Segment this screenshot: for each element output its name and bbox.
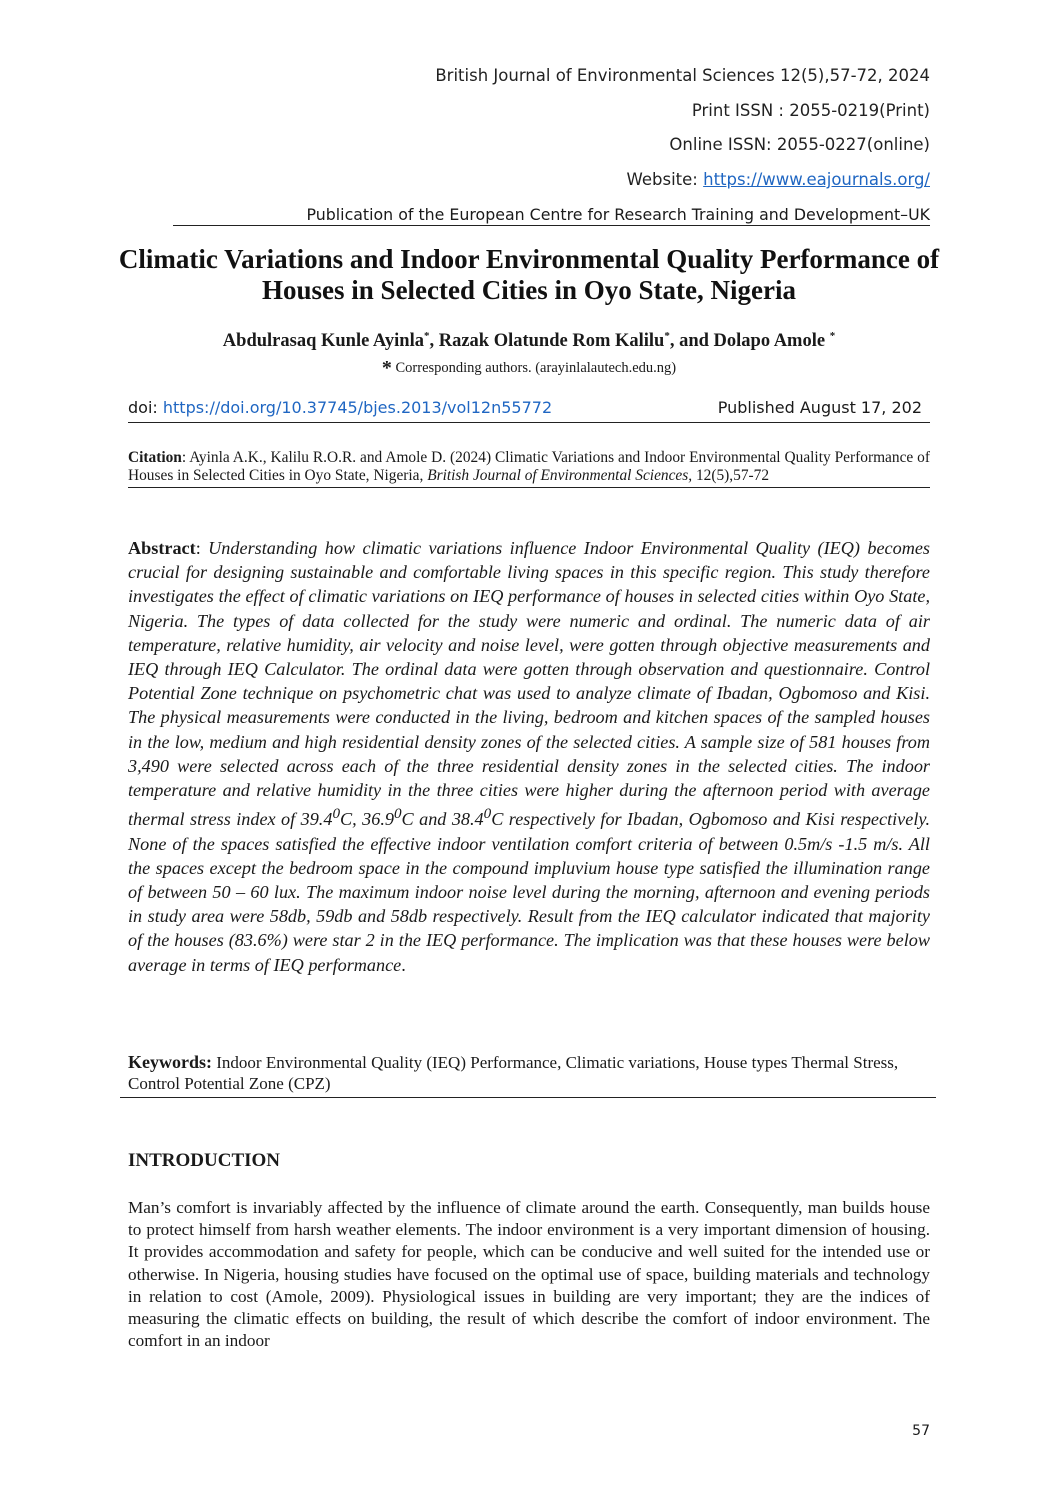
citation-block: Citation: Ayinla A.K., Kalilu R.O.R. and Amole D. (2024) Climatic Variations and Indoor Environmental Quality Performance of Houses in Selected Cities in Oyo State, Nigeria, British Journal of Environmental Sciences, 12(5),57-72: [128, 449, 930, 488]
citation-label: Citation: [128, 449, 182, 466]
author-name: Razak Olatunde Rom Kalilu: [438, 331, 665, 352]
publisher-line: Publication of the European Centre for Research Training and Development–UK: [173, 205, 930, 226]
author-name: Dolapo Amole: [713, 331, 826, 352]
author-mark: *: [829, 330, 836, 342]
keywords: [128, 1052, 930, 1094]
website-label: Website:: [626, 170, 704, 189]
author-list: Abdulrasaq Kunle Ayinla*, Razak Olatunde Rom Kalilu*, and Dolapo Amole *: [222, 330, 836, 352]
online-issn: Online ISSN: 2055-0227(online): [669, 135, 930, 154]
introduction-heading: INTRODUCTION: [128, 1150, 281, 1171]
website-line: [627, 170, 930, 189]
author-mark: *: [664, 330, 670, 342]
abstract-label: Abstract: [128, 538, 196, 558]
citation-journal: British Journal of Environmental Sciences,: [427, 467, 693, 484]
corresponding-star: *: [381, 357, 392, 379]
doi-row: [128, 398, 930, 423]
doi-link[interactable]: https://doi.org/10.37745/bjes.2013/vol12n55772: [162, 398, 553, 417]
published-date: Published August 17, 202: [717, 398, 922, 417]
paper-title: Climatic Variations and Indoor Environmental Quality Performance of Houses in Selected Cities in Oyo State, Nigeria: [118, 244, 940, 305]
doi-label: doi:: [128, 398, 163, 417]
website-link[interactable]: https://www.eajournals.org/: [703, 170, 930, 189]
abstract-text: Understanding how climatic variations influence Indoor Environmental Quality (IEQ) becomes crucial for designing sustainable and comfortable living spaces in this specific region. This study therefore investigates the effect of climatic variations on IEQ performance of houses in selected cities within Oyo State, Nigeria. The types of data collected for the study were numeric and ordinal. The numeric data of air temperature, relative humidity, air velocity and noise level, were gotten through objective measurements and IEQ through IEQ Calculator. The ordinal data were gotten through observation and questionnaire. Control Potential Zone technique on psychometric chat was used to analyze climate of Ibadan, Ogbomoso and Kisi. The physical measurements were conducted in the living, bedroom and kitchen spaces of the sampled houses in the low, medium and high residential density zones of the selected cities. A sample size of 581 houses from 3,490 were selected across each of the three residential density zones in the selected cities. The indoor temperature and relative humidity in the three cities were higher during the afternoon period with average thermal stress index of 39.4$^0$C, 36.9$^0$C and 38.4$^0$C respectively for Ibadan, Ogbomoso and Kisi respectively. None of the spaces satisfied the effective indoor ventilation comfort criteria of between 0.5m/s -1.5 m/s. All the spaces except the bedroom space in the compound impluvium house type satisfied the illumination range of between 50 – 60 lux. The maximum indoor noise level during the morning, afternoon and evening periods in study area were 58db, 59db and 58db respectively. Result from the IEQ calculator indicated that majority of the houses (83.6%) were star 2 in the IEQ performance. The implication was that these houses were below average in terms of IEQ performance: [128, 538, 930, 975]
introduction-text: Man’s comfort is invariably affected by the influence of climate around the earth. Consequently, man builds house to protect himself from harsh weather elements. The indoor environment is a very important dimension of housing. It provides accommodation and safety for people, which can be conducive and well suited for the intended use or otherwise. In Nigeria, housing studies have focused on the optimal use of space, building materials and technology in relation to cost (Amole, 2009). Physiological issues in building are very important; they are the indices of measuring the climatic effects on building, the result of which describe the comfort of indoor environment. The comfort in an indoor: [128, 1198, 930, 1351]
journal-citation-line: British Journal of Environmental Sciences 12(5),57-72, 2024: [435, 66, 930, 85]
author-name: Abdulrasaq Kunle Ayinla: [222, 331, 424, 352]
author-mark: *: [423, 330, 430, 342]
keywords-text: Indoor Environmental Quality (IEQ) Performance, Climatic variations, House types Thermal Stress, Control Potential Zone (CPZ): [128, 1053, 899, 1093]
print-issn: Print ISSN : 2055-0219(Print): [691, 101, 930, 120]
abstract: Abstract: Understanding how climatic variations influence Indoor Environmental Quality (IEQ) becomes crucial for designing sustainable and comfortable living spaces in this specific region. This study therefore investigates the effect of climatic variations on IEQ performance of houses in selected cities within Oyo State, Nigeria. The types of data collected for the study were numeric and ordinal. The numeric data of air temperature, relative humidity, air velocity and noise level, were gotten through objective measurements and IEQ through IEQ Calculator. The ordinal data were gotten through observation and questionnaire. Control Potential Zone technique on psychometric chat was used to analyze climate of Ibadan, Ogbomoso and Kisi. The physical measurements were conducted in the living, bedroom and kitchen spaces of the sampled houses in the low, medium and high residential density zones of the selected cities. A sample size of 581 houses from 3,490 were selected across each of the three residential density zones in the selected cities. The indoor temperature and relative humidity in the three cities were higher during the afternoon period with average thermal stress index of 39.4$^0$C, 36.9$^0$C and 38.4$^0$C respectively for Ibadan, Ogbomoso and Kisi respectively. None of the spaces satisfied the effective indoor ventilation comfort criteria of between 0.5m/s -1.5 m/s. All the spaces except the bedroom space in the compound impluvium house type satisfied the illumination range of between 50 – 60 lux. The maximum indoor noise level during the morning, afternoon and evening periods in study area were 58db, 59db and 58db respectively. Result from the IEQ calculator indicated that majority of the houses (83.6%) were star 2 in the IEQ performance. The implication was that these houses were below average in terms of IEQ performance.: [128, 538, 930, 975]
keywords-label: Keywords:: [128, 1052, 212, 1072]
page-number: 57: [912, 1423, 930, 1439]
corresponding-note: * Corresponding authors. (arayinlalautech.edu.ng): [381, 357, 677, 379]
section-divider: [120, 1097, 936, 1098]
